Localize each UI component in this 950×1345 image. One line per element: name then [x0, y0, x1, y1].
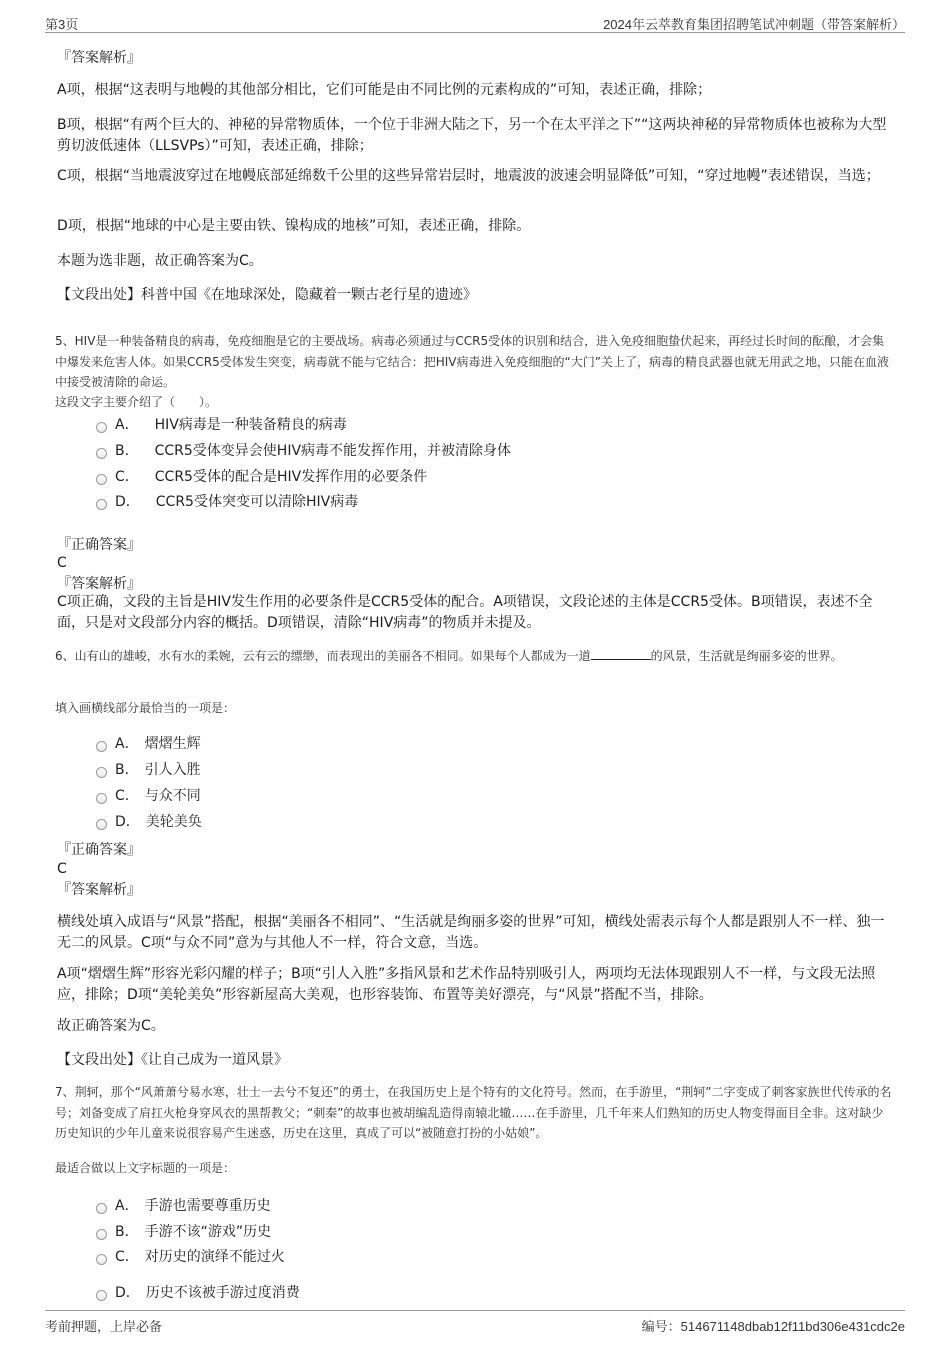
q4-conclusion: 本题为选非题，故正确答案为C。 — [57, 253, 263, 269]
radio-icon[interactable] — [96, 1229, 107, 1240]
fill-blank — [591, 647, 651, 660]
radio-icon[interactable] — [96, 793, 107, 804]
radio-icon[interactable] — [96, 499, 107, 510]
q4-analysis-a: A项，根据“这表明与地幔的其他部分相比，它们可能是由不同比例的元素构成的”可知，表述正确，排除； — [57, 82, 712, 98]
q6-conclusion: 故正确答案为C。 — [57, 1018, 165, 1034]
radio-icon[interactable] — [96, 819, 107, 830]
q6-source: 【文段出处】《让自己成为一道风景》 — [57, 1052, 288, 1068]
q6-question: 填入画横线部分最恰当的一项是： — [55, 701, 236, 715]
q5-option-b[interactable]: B． CCR5受体变异会使HIV病毒不能发挥作用，并被清除身体 — [96, 440, 511, 462]
q4-analysis-d: D项，根据“地球的中心是主要由铁、镍构成的地核”可知，表述正确，排除。 — [57, 218, 531, 234]
q6-option-d[interactable]: D． 美轮美奂 — [96, 811, 202, 833]
q4-analysis-c: C项，根据“当地震波穿过在地幔底部延绵数千公里的这些异常岩层时，地震波的波速会明显降低”可知，“穿过地幔”表述错误，当选； — [57, 168, 880, 184]
q6-analysis-label: 『答案解析』 — [57, 882, 141, 898]
radio-icon[interactable] — [96, 448, 107, 459]
q5-option-d[interactable]: D． CCR5受体突变可以清除HIV病毒 — [96, 491, 358, 513]
radio-icon[interactable] — [96, 767, 107, 778]
radio-icon[interactable] — [96, 422, 107, 433]
q7-option-d[interactable]: D． 历史不该被手游过度消费 — [96, 1282, 300, 1304]
q5-answer-label: 『正确答案』 — [57, 537, 141, 553]
q6-answer-label: 『正确答案』 — [57, 842, 141, 858]
q6-analysis-2: A项“熠熠生辉”形容光彩闪耀的样子；B项“引人入胜”多指风景和艺术作品特别吸引人，两项均无法体现跟别人不一样，与文段无法照应，排除；D项“美轮美奂”形容新屋高大美观，也形容装饰、布置等美好漂亮，与“风景”搭配不当，排除。 — [57, 966, 876, 1003]
radio-icon[interactable] — [96, 1203, 107, 1214]
q5-answer: C — [57, 555, 67, 571]
document-serial: 编号：514671148dbab12f11bd306e431cdc2e — [641, 1319, 905, 1334]
page-number: 第3页 — [45, 17, 79, 32]
q4-analysis-b: B项，根据“有两个巨大的、神秘的异常物质体，一个位于非洲大陆之下，另一个在太平洋之下”“这两块神秘的异常物质体也被称为大型剪切波低速体（LLSVPs）”可知，表述正确，排除； — [57, 117, 887, 154]
q5-option-a[interactable]: A． HIV病毒是一种装备精良的病毒 — [96, 414, 347, 436]
q7-option-c[interactable]: C． 对历史的演绎不能过火 — [96, 1246, 285, 1268]
radio-icon[interactable] — [96, 1290, 107, 1301]
q6-stem: 6、山有山的雄峻，水有水的柔婉，云有云的缥缈，而表现出的美丽各不相同。如果每个人都成为一道 的风景，生活就是绚丽多姿的世界。 — [55, 649, 843, 663]
q5-question: 这段文字主要介绍了（ ）。 — [55, 395, 218, 409]
document-title: 2024年云萃教育集团招聘笔试冲刺题（带答案解析） — [603, 17, 905, 32]
footer-slogan: 考前押题，上岸必备 — [45, 1319, 163, 1334]
q7-option-b[interactable]: B． 手游不该“游戏”历史 — [96, 1221, 271, 1243]
q6-analysis-1: 横线处填入成语与“风景”搭配，根据“美丽各不相同”、“生活就是绚丽多姿的世界”可知，横线处需表示每个人都是跟别人不一样、独一无二的风景。C项“与众不同”意为与其他人不一样，符合文意，当选。 — [57, 914, 885, 951]
q7-question: 最适合做以上文字标题的一项是： — [55, 1161, 236, 1175]
q5-stem: 5、HIV是一种装备精良的病毒，免疫细胞是它的主要战场。病毒必须通过与CCR5受体的识别和结合，进入免疫细胞蛰伏起来，再经过长时间的酝酿，才会集中爆发来危害人体。如果CCR5受体发生突变，病毒就不能与它结合：把HIV病毒进入免疫细胞的“大门”关上了，病毒的精良武器也就无用武之地，只能在血液中接受被清除的命运。 — [55, 334, 889, 389]
page-footer — [45, 1310, 905, 1335]
q4-analysis-label: 『答案解析』 — [57, 50, 141, 66]
radio-icon[interactable] — [96, 474, 107, 485]
q7-stem: 7、荆轲，那个“风萧萧兮易水寒，壮士一去兮不复还”的勇士，在我国历史上是个特有的文化符号。然而，在手游里，“荆轲”二字变成了刺客家族世代传承的名号；刘备变成了肩扛火枪身穿风衣的黑帮教父；“刺秦”的故事也被胡编乱造得南辕北辙……在手游里，几千年来人们熟知的历史人物变得面目全非。这对缺少历史知识的少年儿童来说很容易产生迷惑，历史在这里，真成了可以“被随意打扮的小姑娘”。 — [55, 1085, 892, 1140]
q5-analysis-label: 『答案解析』 — [57, 576, 141, 592]
q6-answer: C — [57, 861, 67, 877]
q7-option-a[interactable]: A． 手游也需要尊重历史 — [96, 1195, 271, 1217]
q6-option-c[interactable]: C． 与众不同 — [96, 785, 201, 807]
q6-option-b[interactable]: B． 引人入胜 — [96, 759, 201, 781]
q4-source: 【文段出处】科普中国《在地球深处，隐藏着一颗古老行星的遗迹》 — [57, 287, 477, 303]
q5-option-c[interactable]: C． CCR5受体的配合是HIV发挥作用的必要条件 — [96, 466, 427, 488]
q5-analysis: C项正确，文段的主旨是HIV发生作用的必要条件是CCR5受体的配合。A项错误，文段论述的主体是CCR5受体。B项错误，表述不全面，只是对文段部分内容的概括。D项错误，清除“HIV病毒”的物质并未提及。 — [57, 594, 873, 631]
radio-icon[interactable] — [96, 1254, 107, 1265]
page-header — [45, 12, 905, 33]
q6-option-a[interactable]: A． 熠熠生辉 — [96, 733, 201, 755]
radio-icon[interactable] — [96, 741, 107, 752]
